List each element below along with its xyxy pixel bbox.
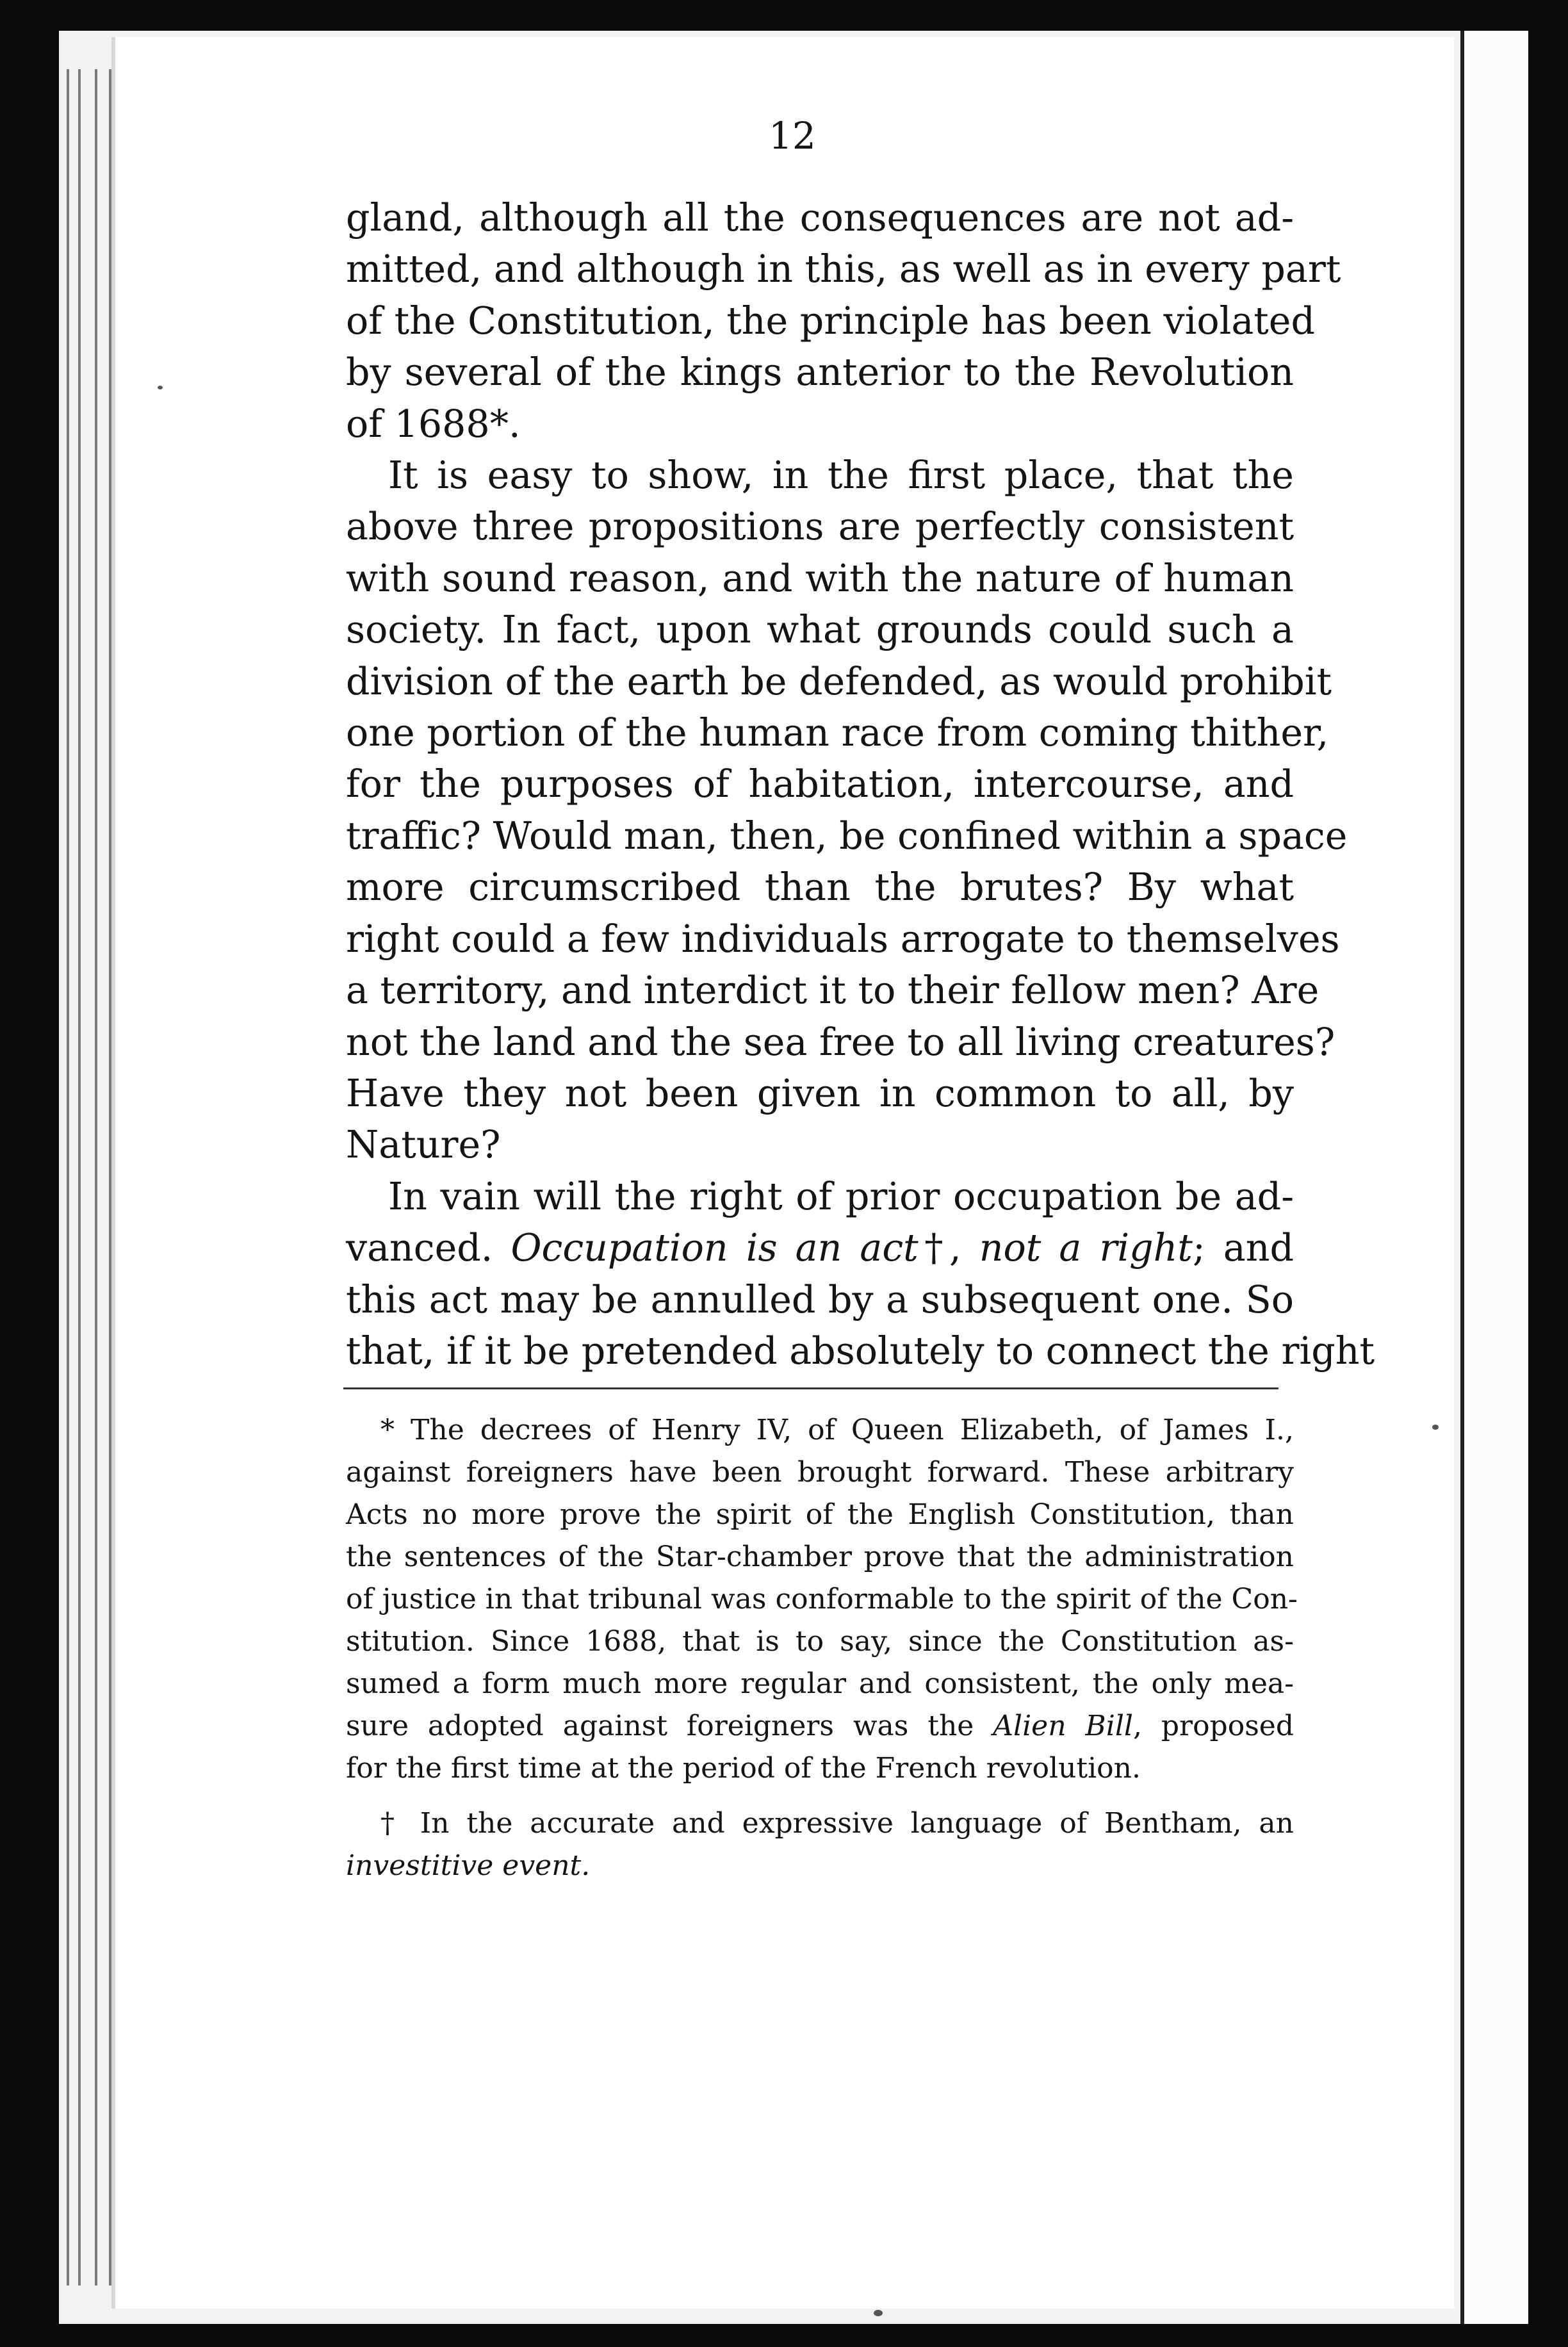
footnote-line (346, 1536, 1294, 1578)
footnote-line (346, 1845, 1294, 1887)
footnotes (346, 1409, 1298, 1887)
text-run: sure adopted against foreigners was the (346, 1710, 993, 1742)
text-line (346, 707, 1329, 758)
text-line (346, 604, 1294, 655)
text-run: of 1688*. (346, 402, 521, 446)
italic-text: Occupation is an act (510, 1226, 919, 1270)
text-run: sumed a form much more regular and consistent, the only mea- (346, 1667, 1294, 1700)
text-line (346, 1274, 1294, 1325)
text-run: that, if it be pretended absolutely to connect the right (346, 1329, 1375, 1373)
text-run: of the Constitution, the principle has been violated (346, 298, 1315, 343)
text-run: one portion of the human race from coming thither, (346, 711, 1329, 755)
text-line (346, 913, 1340, 965)
text-run: by several of the kings anterior to the Revolution (346, 350, 1294, 395)
facing-page-sliver (1460, 31, 1528, 2324)
scan-speck (158, 386, 163, 389)
text-line (346, 295, 1315, 347)
text-run: In vain will the right of prior occupation be ad- (388, 1174, 1294, 1218)
text-run: Nature? (346, 1123, 501, 1167)
text-line (346, 398, 1294, 450)
text-run: not the land and the sea free to all living creatures? (346, 1020, 1335, 1064)
text-run: society. In fact, upon what grounds could such a (346, 608, 1294, 652)
footnote-line (346, 1747, 1294, 1790)
text-line (346, 553, 1294, 604)
text-run: traffic? Would man, then, be confined within a space (346, 814, 1348, 858)
text-run: Acts no more prove the spirit of the English Constitution, than (346, 1498, 1294, 1531)
italic-text: investitive event. (346, 1849, 591, 1882)
text-run: above three propositions are perfectly consistent (346, 505, 1294, 549)
footnote-gap (346, 1790, 1294, 1803)
text-run: mitted, and although in this, as well as in every part (346, 247, 1341, 291)
text-line (346, 1068, 1294, 1119)
text-run: right could a few individuals arrogate to themselves (346, 917, 1340, 961)
text-line (346, 1119, 1294, 1170)
text-line (346, 243, 1341, 295)
footnote-rule (343, 1387, 1278, 1389)
footnote-line (346, 1578, 1298, 1621)
text-run: * The decrees of Henry IV, of Queen Elizabeth, of James I., (380, 1414, 1294, 1446)
text-run: of justice in that tribunal was conformable to the spirit of the Con- (346, 1583, 1298, 1615)
text-run: , proposed (1132, 1710, 1294, 1742)
text-run: † In the accurate and expressive language of Bentham, an (380, 1807, 1294, 1840)
page-edge-line (67, 69, 69, 2286)
text-line (346, 501, 1294, 552)
text-run: division of the earth be defended, as would prohibit (346, 659, 1332, 703)
text-run: †, (918, 1226, 979, 1270)
page-edge-line (78, 69, 81, 2286)
footnote-line (346, 1494, 1294, 1536)
text-run: against foreigners have been brought forward. These arbitrary (346, 1456, 1294, 1489)
page-edge-line (109, 69, 111, 2286)
text-run: the sentences of the Star-chamber prove that the administration (346, 1541, 1294, 1573)
text-line (346, 1325, 1375, 1377)
text-run: stitution. Since 1688, that is to say, since the Constitution as- (346, 1625, 1294, 1658)
footnote-line (346, 1663, 1294, 1705)
text-line (346, 192, 1294, 243)
text-run: this act may be annulled by a subsequent one. So (346, 1277, 1294, 1321)
italic-text: not a right (979, 1226, 1193, 1270)
page-number: 12 (769, 114, 816, 158)
text-line (346, 450, 1294, 501)
text-run: for the first time at the period of the French revolution. (346, 1752, 1141, 1785)
italic-text: Alien Bill (993, 1710, 1133, 1742)
text-run: ; and (1192, 1226, 1294, 1270)
text-run: for the purposes of habitation, intercourse, and (346, 762, 1294, 806)
text-run: It is easy to show, in the first place, that the (388, 454, 1294, 498)
text-run: gland, although all the consequences are not ad- (346, 196, 1294, 240)
scan-speck (874, 2310, 883, 2316)
text-line (346, 1222, 1294, 1273)
scan-speck (1432, 1425, 1439, 1430)
text-line (346, 758, 1294, 810)
text-line (346, 656, 1332, 707)
footnote-line (346, 1452, 1294, 1494)
text-line (346, 1017, 1335, 1068)
footnote-line (346, 1409, 1294, 1452)
footnote-line (346, 1705, 1294, 1747)
text-line (346, 810, 1348, 862)
text-line (346, 347, 1294, 398)
page-edge-line (95, 69, 97, 2286)
body-text (346, 192, 1375, 1377)
text-run: with sound reason, and with the nature of human (346, 556, 1294, 600)
text-run: vanced. (346, 1226, 511, 1270)
footnote-line (346, 1621, 1294, 1663)
text-run: a territory, and interdict it to their fellow men? Are (346, 969, 1319, 1013)
text-line (346, 862, 1294, 913)
text-run: Have they not been given in common to all, by (346, 1071, 1294, 1115)
text-run: more circumscribed than the brutes? By what (346, 865, 1294, 910)
footnote-line (346, 1803, 1294, 1845)
text-line (346, 965, 1319, 1016)
text-line (346, 1171, 1294, 1222)
